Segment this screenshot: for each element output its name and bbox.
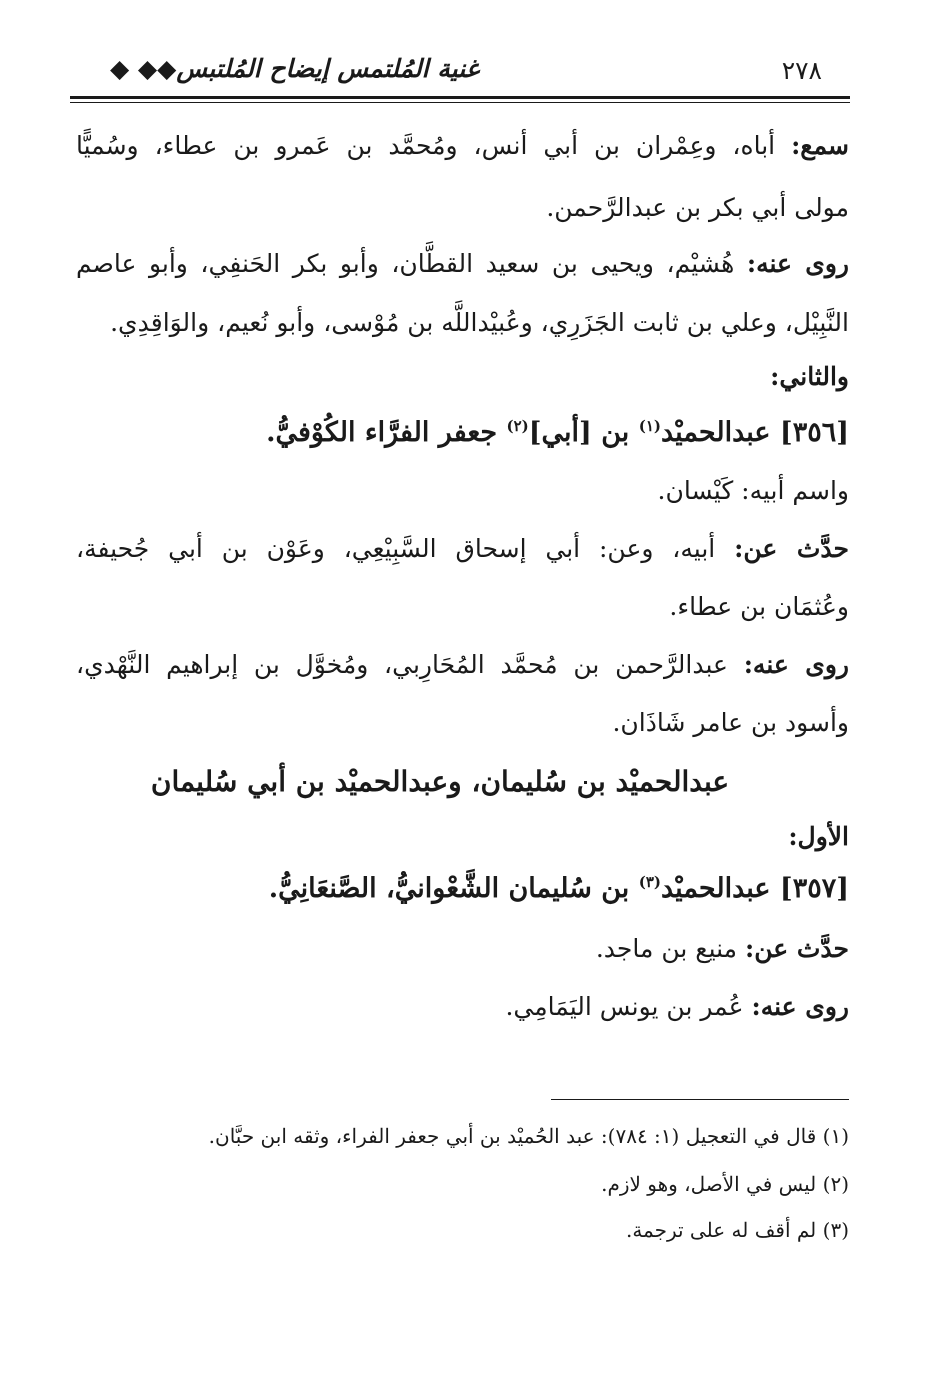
entry-356-part-b: بن [أبي] — [528, 417, 639, 448]
text-line-1 — [76, 131, 849, 161]
entry-357-part-a: [٣٥٧] عبدالحميْد — [661, 873, 849, 904]
text-line-2: مولى أبي بكر بن عبدالرَّحمن. — [546, 193, 849, 222]
line-15-text: عُمر بن يونس اليَمَامِي. — [505, 992, 752, 1021]
page-number: ٢٧٨ — [781, 56, 822, 85]
entry-356-part-c: جعفر الفرَّاء الكُوْفيُّ. — [266, 417, 507, 448]
header-rule-thin — [70, 102, 850, 103]
text-line-8 — [76, 534, 849, 564]
footnote-1: (١) قال في التعجيل (١: ٧٨٤): عبد الحُميْد بن أبي جعفر الفراء، وثقه ابن حبَّان. — [208, 1124, 849, 1148]
label-narrated-from-2: حدَّث عن: — [745, 934, 849, 963]
label-heard: سمع: — [791, 131, 849, 160]
section-title: عبدالحميْد بن سُليمان، وعبدالحميْد بن أبي سُليمان — [150, 765, 730, 798]
text-line-father-name: واسم أبيه: كَيْسان. — [657, 476, 849, 505]
footnote-2: (٢) ليس في الأصل، وهو لازم. — [601, 1172, 849, 1196]
entry-356-part-a: [٣٥٦] عبدالحميْد — [661, 417, 849, 448]
label-narrated-from-him-3: روى عنه: — [751, 992, 849, 1021]
line-3-text: هُشيْم، ويحيى بن سعيد القطَّان، وأبو بكر الحَنفِي، وأبو عاصم — [76, 249, 747, 278]
line-14-text: منيع بن ماجد. — [595, 934, 745, 963]
subheading-first: الأول: — [788, 822, 849, 851]
text-line-10 — [76, 650, 849, 680]
label-narrated-from-him: روى عنه: — [746, 249, 849, 278]
entry-357-heading — [269, 873, 849, 905]
text-line-14 — [596, 934, 849, 964]
page-header — [70, 52, 850, 96]
footnote-ref-1: (١) — [638, 417, 661, 435]
entry-357-part-b: بن سُليمان الشَّعْوانيُّ، الصَّنعَانِيُّ. — [268, 873, 639, 904]
text-line-4: النَّبِيْل، وعلي بن ثابت الجَزَرِي، وعُبيْداللَّه بن مُوْسى، وأبو نُعيم، والوَاقِدِي. — [110, 308, 849, 337]
subheading-second: والثاني: — [770, 362, 849, 391]
line-1-text: أباه، وعِمْران بن أبي أنس، ومُحمَّد بن عَمرو بن عطاء، وسُميًّا — [76, 131, 792, 160]
line-10-text: عبدالرَّحمن بن مُحمَّد المُحَارِبي، ومُخوَّل بن إبراهيم النَّهْدي، — [76, 650, 744, 679]
footnote-separator — [551, 1099, 849, 1100]
text-line-9: وعُثمَان بن عطاء. — [669, 592, 849, 621]
text-line-15 — [505, 992, 849, 1022]
text-line-3 — [76, 249, 849, 279]
footnote-ref-2: (٢) — [506, 417, 529, 435]
label-narrated-from: حدَّث عن: — [734, 534, 850, 563]
line-8-text: أبيه، وعن: أبي إسحاق السَّبِيْعِي، وعَوْن بن أبي جُحيفة، — [76, 534, 735, 563]
footnote-ref-3: (٣) — [638, 873, 661, 891]
footnote-3: (٣) لم أقف له على ترجمة. — [625, 1218, 849, 1242]
text-line-11: وأسود بن عامر شَاذَان. — [612, 708, 849, 737]
entry-356-heading — [266, 417, 849, 449]
running-title: غنية المُلتمس إيضاح المُلتبس◆◆ ◆ — [110, 54, 479, 83]
header-rule-thick — [70, 96, 850, 99]
label-narrated-from-him-2: روى عنه: — [743, 650, 849, 679]
